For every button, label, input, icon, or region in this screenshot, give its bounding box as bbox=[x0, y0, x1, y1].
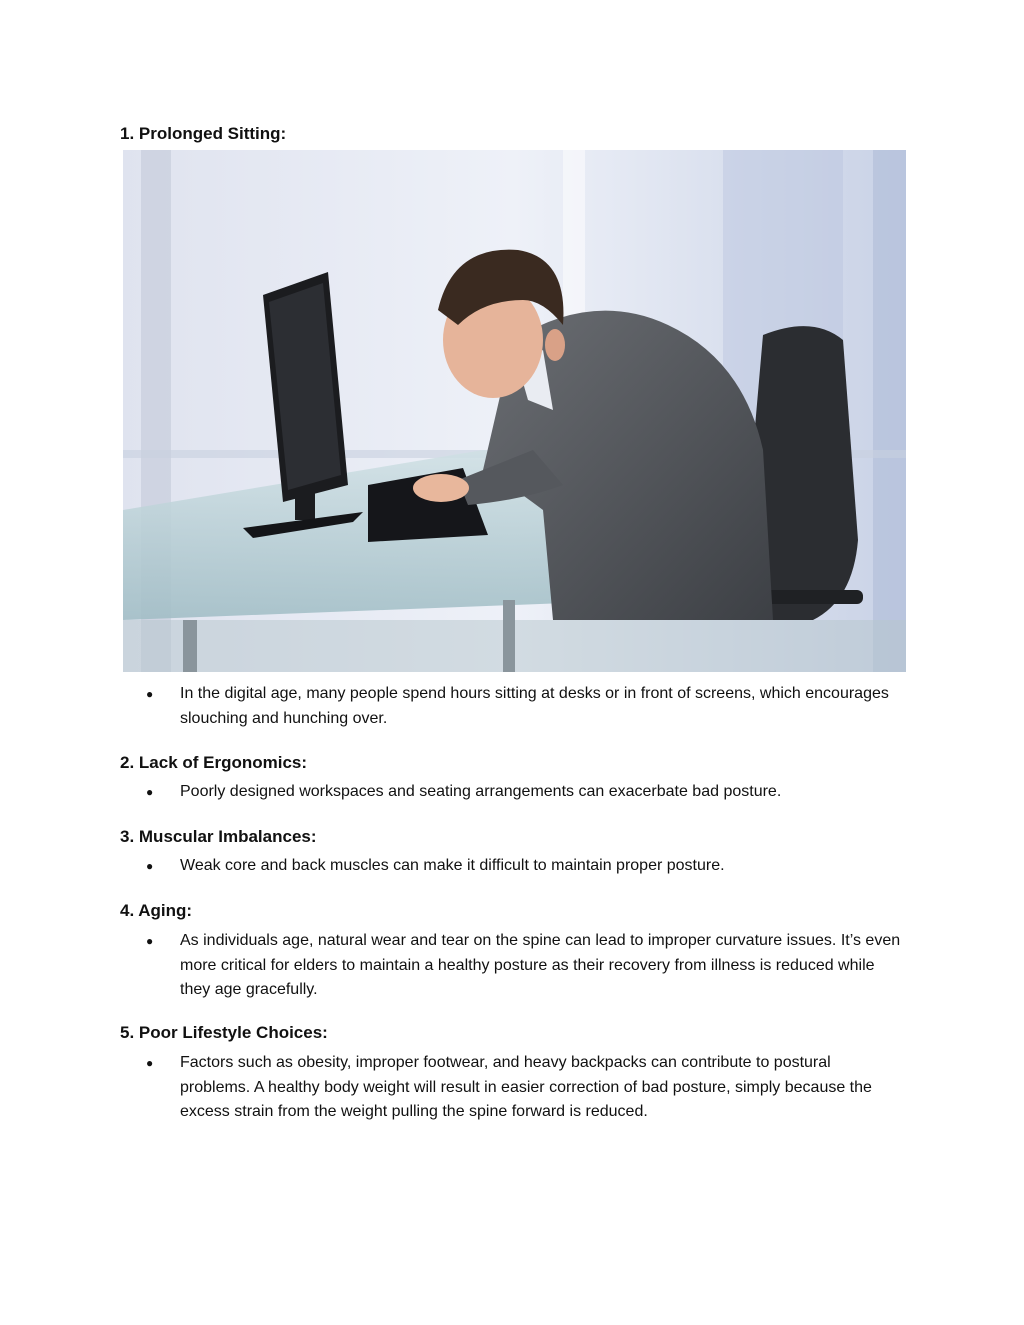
bullet-text: Poorly designed workspaces and seating arrangements can exacerbate bad posture. bbox=[180, 783, 782, 800]
section-heading-muscular-imbalances: 3. Muscular Imbalances: bbox=[120, 827, 317, 846]
section-heading-aging: 4. Aging: bbox=[120, 901, 193, 920]
photo-man-hunched-at-computer bbox=[123, 150, 906, 672]
bullet-dot-icon: ● bbox=[146, 785, 154, 799]
section-heading-poor-lifestyle-choices: 5. Poor Lifestyle Choices: bbox=[120, 1023, 328, 1042]
bullet-dot-icon: ● bbox=[146, 687, 154, 701]
bullet-text: Weak core and back muscles can make it difficult to maintain proper posture. bbox=[180, 857, 725, 874]
section-heading-prolonged-sitting: 1. Prolonged Sitting: bbox=[120, 124, 287, 143]
bullet-dot-icon: ● bbox=[146, 859, 154, 873]
bullet-dot-icon: ● bbox=[146, 934, 154, 948]
bullet-text: In the digital age, many people spend hours sitting at desks or in front of screens, which encourages slouching and hunching over. bbox=[180, 685, 889, 727]
bullet-dot-icon: ● bbox=[146, 1056, 154, 1070]
section-heading-lack-of-ergonomics: 2. Lack of Ergonomics: bbox=[120, 753, 308, 772]
bullet-text: Factors such as obesity, improper footwear, and heavy backpacks can contribute to postural problems. A healthy body weight will result in easier correction of bad posture, simply because the excess strain from the weight pulling the spine forward is reduced. bbox=[180, 1054, 872, 1120]
bullet-text: As individuals age, natural wear and tear on the spine can lead to improper curvature issues. It’s even more critical for elders to maintain a healthy posture as their recovery from illness is reduced while they age gracefully. bbox=[180, 932, 901, 998]
